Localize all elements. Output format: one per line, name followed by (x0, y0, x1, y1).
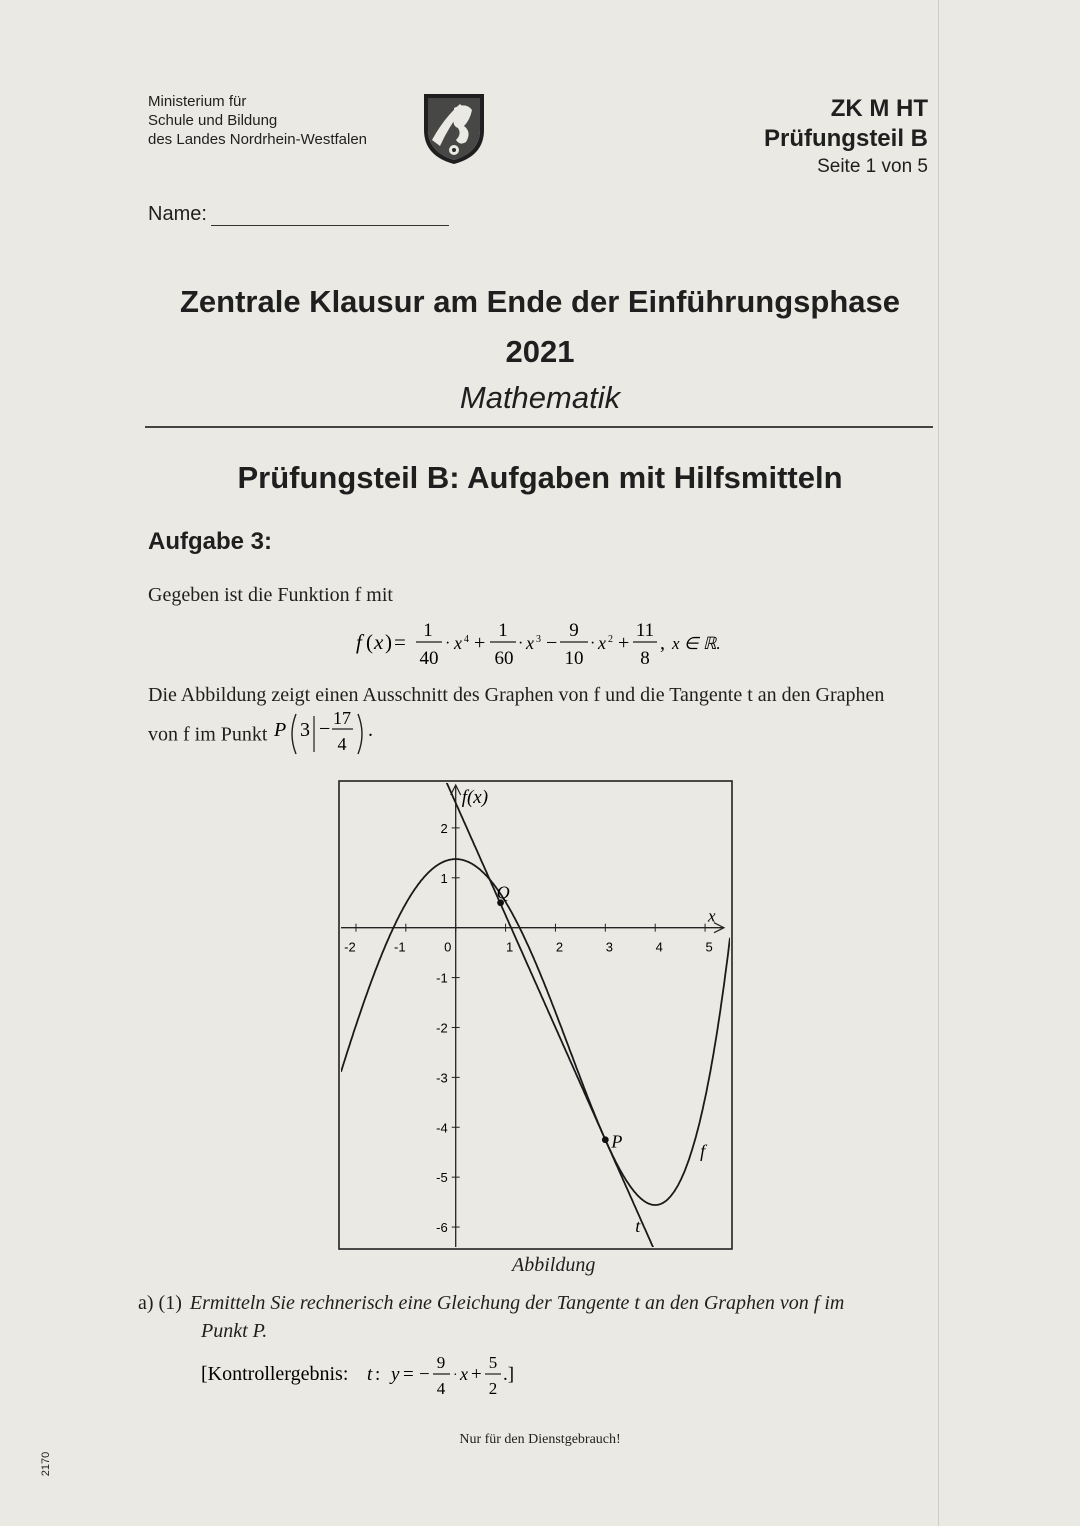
exam-subject: Mathematik (459, 380, 621, 415)
y-tick-label: -4 (436, 1120, 448, 1136)
svg-text:·: · (518, 635, 524, 652)
question-part-label: a) (1) (138, 1292, 182, 1314)
x-tick-label: -1 (394, 939, 406, 955)
svg-text::: : (375, 1364, 381, 1385)
series-t-tangent (341, 776, 730, 1252)
point-y-num: 17 (333, 708, 352, 728)
coef-3-den: 60 (494, 648, 514, 669)
exam-code: ZK M HT (830, 95, 928, 122)
ministry-name (148, 92, 367, 149)
y-tick-label: 1 (440, 870, 448, 886)
svg-text:t: t (367, 1364, 373, 1385)
ministry-line-3: des Landes Nordrhein-Westfalen (148, 131, 368, 148)
formula-domain: x ∈ ℝ. (672, 634, 721, 653)
svg-text:−: − (419, 1364, 430, 1385)
svg-text:·: · (453, 1368, 458, 1383)
point-name: P (274, 719, 287, 741)
svg-text:·: · (590, 635, 596, 652)
function-graph-figure (336, 776, 736, 1252)
series-t-label: t (635, 1216, 641, 1237)
question-a1-line-1 (138, 1292, 844, 1315)
exam-code-block (764, 94, 928, 180)
page-fold-line (938, 0, 939, 1526)
figure-frame (339, 781, 732, 1249)
svg-text:,: , (660, 632, 665, 654)
control-result (201, 1352, 541, 1414)
svg-text:9: 9 (436, 1353, 446, 1372)
svg-text:2: 2 (488, 1379, 498, 1398)
y-tick-label: -2 (436, 1020, 448, 1036)
coef-0-den: 8 (640, 648, 650, 669)
svg-text:4: 4 (436, 1379, 446, 1398)
point-p-marker (602, 1136, 609, 1143)
y-tick-label: -5 (436, 1170, 448, 1186)
svg-text:x: x (374, 630, 384, 654)
task-given-text: Gegeben ist die Funktion f mit (148, 584, 393, 606)
side-code: 2170 (40, 1451, 53, 1477)
svg-text:x: x (598, 633, 606, 653)
coef-3-num: 1 (498, 620, 508, 641)
x-tick-label: -2 (344, 939, 356, 955)
point-p-label: P (611, 1131, 623, 1152)
svg-text:+: + (474, 632, 486, 654)
svg-text:.]: .] (503, 1364, 515, 1385)
coef-2-den: 10 (564, 648, 584, 669)
task-description-line-1: Die Abbildung zeigt einen Ausschnitt des Graphen von f und die Tangente t an den Graphen (148, 684, 885, 706)
svg-text:.: . (368, 719, 374, 741)
y-tick-label: -1 (436, 970, 448, 986)
y-axis-label: f(x) (461, 787, 489, 808)
svg-text:=: = (403, 1364, 414, 1385)
svg-text:(: ( (366, 630, 373, 654)
svg-text:[Kontrollergebnis:: [Kontrollergebnis: (201, 1363, 349, 1385)
series-f-label: f (700, 1141, 706, 1162)
figure-caption: Abbildung (512, 1254, 596, 1276)
x-tick-label: 3 (605, 939, 613, 955)
coef-4-num: 1 (423, 620, 433, 641)
coef-0-num: 11 (635, 620, 655, 641)
question-text-2: Punkt P. (201, 1320, 268, 1342)
exam-year: 2021 (505, 334, 575, 369)
page-footer: Nur für den Dienstgebrauch! (459, 1432, 621, 1447)
x-axis-label: x (708, 906, 716, 926)
svg-text:3: 3 (536, 634, 541, 645)
x-tick-label: 0 (444, 939, 452, 955)
y-tick-label: -6 (436, 1220, 448, 1236)
svg-text:·: · (445, 635, 451, 652)
coef-2-num: 9 (569, 620, 579, 641)
svg-text:2: 2 (608, 634, 613, 645)
svg-text:5: 5 (488, 1353, 498, 1372)
x-tick-label: 4 (655, 939, 663, 955)
svg-text:=: = (394, 630, 406, 654)
task-description-line-2 (148, 708, 382, 760)
svg-text:−: − (546, 632, 558, 654)
svg-text:y: y (391, 1364, 400, 1385)
name-label: Name: (148, 203, 207, 225)
svg-text:): ) (385, 630, 392, 654)
y-tick-label: 2 (440, 820, 448, 836)
svg-text:−: − (319, 718, 331, 740)
nrw-crest-icon (420, 90, 488, 166)
svg-text:+: + (618, 632, 630, 654)
coef-4-den: 40 (419, 648, 439, 669)
series-f-curve (341, 859, 730, 1205)
function-formula (356, 616, 756, 678)
point-intro: von f im Punkt (148, 723, 268, 746)
ministry-line-1: Ministerium für (148, 93, 247, 110)
svg-text:+: + (471, 1364, 482, 1385)
x-tick-label: 5 (705, 939, 713, 955)
svg-text:4: 4 (464, 634, 469, 645)
name-field[interactable] (211, 207, 449, 226)
x-tick-label: 1 (505, 939, 514, 955)
x-tick-label: 2 (555, 939, 564, 955)
question-text-1: Ermitteln Sie rechnerisch eine Gleichung der Tangente t an den Graphen von f im (189, 1292, 845, 1314)
ministry-line-2: Schule und Bildung (148, 112, 278, 129)
section-heading: Prüfungsteil B: Aufgaben mit Hilfsmitteln (237, 460, 843, 495)
svg-text:x: x (526, 633, 534, 653)
title-divider (145, 426, 933, 428)
task-heading: Aufgabe 3: (148, 528, 273, 555)
svg-text:x: x (454, 633, 462, 653)
page-number: Seite 1 von 5 (817, 156, 928, 177)
point-y-den: 4 (337, 734, 347, 754)
exam-part: Prüfungsteil B (763, 125, 928, 152)
name-row (148, 203, 449, 226)
svg-text:f: f (356, 630, 362, 654)
svg-text:x: x (460, 1364, 468, 1384)
page-title: Zentrale Klausur am Ende der Einführungsphase (179, 284, 901, 319)
point-q-label: Q (496, 882, 510, 903)
point-x: 3 (300, 719, 311, 741)
y-tick-label: -3 (436, 1070, 448, 1086)
